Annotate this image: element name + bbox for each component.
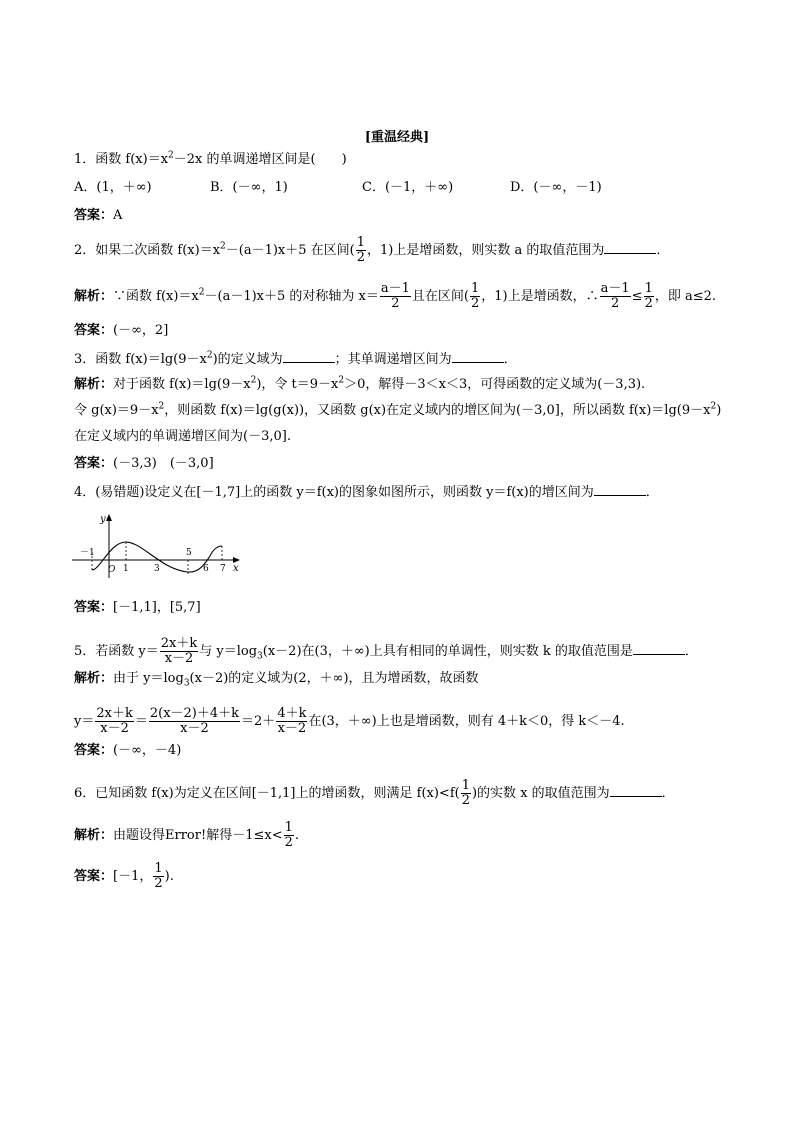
q2-blank xyxy=(604,242,656,254)
x-axis-label: x xyxy=(233,563,239,574)
q2-fraction: $\frac{1}{2}$ xyxy=(356,235,366,265)
y-axis-arrow xyxy=(106,514,112,521)
section-title: [重温经典] xyxy=(364,130,430,145)
tick-label: －1 xyxy=(80,548,95,558)
q5-stem: 5．若函数 y＝ $\frac{2x+k}{x-2}$ 与 $y=\log_3(x-2)$在(3，＋∞)上具有相同的单调性，则实数 k 的取值范围是 ． xyxy=(74,636,698,666)
origin-label: O xyxy=(108,565,116,575)
q3-stem: 3．函数 $f(x)=\lg(9-x^2)$的定义域为 ；其单调递增区间为 ． xyxy=(74,350,517,367)
q1-option-b: B．(－∞，1) xyxy=(210,180,288,195)
q1-answer: 答案：A xyxy=(74,208,123,223)
q3-analysis-line2: 令 $g(x)=9-x^2$，则函数 f(x)＝lg(g(x))，又函数 g(x)在定义域内的增区间为(－3,0]，所以函数 $f(x)=\lg(9-x^2)$ xyxy=(74,401,722,418)
q5-analysis-line1: 解析：由于 $y=\log_3(x-2)$的定义域为(2，＋∞)，且为增函数，故函数 xyxy=(74,671,479,689)
tick-label: 3 xyxy=(154,564,160,574)
q1-option-d: D．(－∞，－1) xyxy=(510,180,602,195)
q3-blank-2 xyxy=(452,351,504,363)
q1-option-c: C．(－1，＋∞) xyxy=(362,180,454,195)
y-axis-label: y xyxy=(100,514,106,525)
q5-blank xyxy=(633,643,685,655)
q6-stem: 6．已知函数 f(x)为定义在区间[－1,1]上的增函数，则满足 f(x)<f( $\frac{1}{2}$ )的实数 x 的取值范围为 ． xyxy=(74,778,675,808)
tick-label: 1 xyxy=(123,564,129,574)
q1-stem: 1．函数 $f(x)=x^2-2x$ 的单调递增区间是( ) xyxy=(74,150,347,167)
q4-blank xyxy=(594,484,646,496)
q2-analysis: 解析：∵函数 $f(x)=x^2-(a-1)x+5$ 的对称轴为 x＝ $\frac{a-1}{2}$ 且在区间( $\frac{1}{2}$ ，1)上是增函数，∴ $\frac{a-1}{2}$ ≤ $\frac{1}{2}$ ，即 a≤2. xyxy=(74,281,717,311)
q3-blank-1 xyxy=(283,351,335,363)
tick-label: 5 xyxy=(186,548,192,558)
q2-answer: 答案：(－∞，2] xyxy=(74,323,169,338)
q2-stem: 2．如果二次函数 $f(x)=x^2-(a-1)x+5$ 在区间( $\frac{1}{2}$ ，1)上是增函数，则实数 a 的取值范围为 ． xyxy=(74,235,670,265)
q5-answer: 答案：(－∞，－4) xyxy=(74,743,182,758)
q3-analysis-line3: 在定义域内的单调递增区间为(－3,0]. xyxy=(74,429,291,444)
q4-function-graph xyxy=(70,508,246,582)
tick-label: 7 xyxy=(220,564,226,574)
q6-blank xyxy=(610,785,662,797)
q4-stem: 4．(易错题)设定义在[－1,7]上的函数 y＝f(x)的图象如图所示，则函数 y＝f(x)的增区间为 ． xyxy=(74,485,659,500)
q6-analysis: 解析：由题设得Error!解得－1≤x< $\frac{1}{2}$ . xyxy=(74,820,300,850)
q6-answer: 答案：[－1， $\frac{1}{2}$ ). xyxy=(74,861,174,891)
q4-answer: 答案：[－1,1]，[5,7] xyxy=(74,600,201,615)
q3-answer: 答案：(－3,3) (－3,0] xyxy=(74,456,214,471)
q1-option-a: A．(1，＋∞) xyxy=(74,180,152,195)
q3-analysis-line1: 解析：对于函数 $f(x)=\lg(9-x^2)$，令 $t=9-x^2>0$，解得－3＜x＜3，可得函数的定义域为(－3,3). xyxy=(74,375,646,392)
q5-analysis-line2: y＝ $\frac{2x+k}{x-2}$ ＝ $\frac{2(x-2)+4+k}{x-2}$ ＝2＋ $\frac{4+k}{x-2}$ 在(3，＋∞)上也是增函数，则有 4＋k＜0，得 k＜－4. xyxy=(74,706,625,736)
tick-label: 6 xyxy=(203,564,209,574)
